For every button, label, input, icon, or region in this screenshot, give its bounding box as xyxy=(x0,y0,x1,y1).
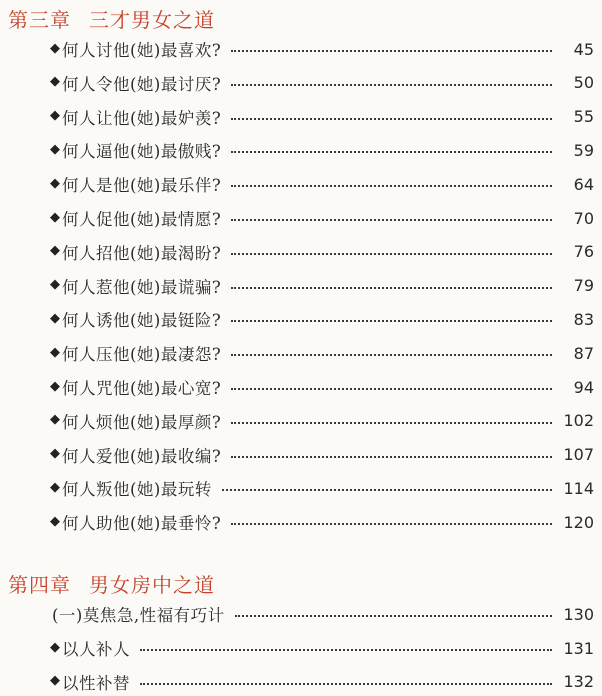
dot-leader xyxy=(231,287,552,289)
dot-leader xyxy=(231,84,552,86)
toc-entry-row[interactable] xyxy=(50,238,594,266)
toc-entry-row[interactable] xyxy=(50,508,594,536)
toc-entry-row[interactable] xyxy=(50,35,594,63)
diamond-bullet-icon: ◆ xyxy=(50,412,60,428)
toc-entry-row[interactable] xyxy=(50,69,594,97)
page-number: 107 xyxy=(563,445,594,465)
diamond-bullet-icon: ◆ xyxy=(50,108,60,124)
entry-title: 何人促他(她)最情愿? xyxy=(62,210,222,229)
diamond-bullet-icon: ◆ xyxy=(50,513,60,529)
diamond-bullet-icon: ◆ xyxy=(50,209,60,225)
diamond-bullet-icon: ◆ xyxy=(50,40,60,56)
toc-entry-row[interactable] xyxy=(50,272,594,300)
entry-title: 何人招他(她)最渴盼? xyxy=(62,243,222,263)
dot-leader xyxy=(231,354,552,356)
entry-title: 以性补替 xyxy=(62,673,130,693)
page-number: 132 xyxy=(563,672,594,692)
page-number: 120 xyxy=(563,512,594,532)
entry-title: 何人逼他(她)最傲贱? xyxy=(62,142,222,162)
toc-entry-row[interactable] xyxy=(50,305,594,333)
entry-title: 何人让他(她)最妒羡? xyxy=(62,108,222,128)
dot-leader xyxy=(231,456,552,458)
dot-leader xyxy=(231,185,552,187)
entry-title: 何人叛他(她)最玩转 xyxy=(62,480,212,500)
diamond-bullet-icon: ◆ xyxy=(50,141,60,157)
diamond-bullet-icon: ◆ xyxy=(50,378,60,394)
chapter-4-heading xyxy=(8,569,215,598)
toc-entry-row[interactable] xyxy=(50,170,594,198)
entry-title: 何人令他(她)最讨厌? xyxy=(62,74,222,94)
diamond-bullet-icon: ◆ xyxy=(50,277,60,293)
diamond-bullet-icon: ◆ xyxy=(50,74,60,90)
toc-entry-row[interactable] xyxy=(50,634,594,662)
diamond-bullet-icon: ◆ xyxy=(50,344,60,360)
entry-title: 以人补人 xyxy=(62,640,130,659)
page-number: 45 xyxy=(573,39,594,59)
page-number: 83 xyxy=(573,309,594,329)
entry-title: 何人诱他(她)最铤险? xyxy=(62,311,222,331)
entry-title: 何人咒他(她)最心宽? xyxy=(62,379,222,398)
dot-leader xyxy=(231,219,552,221)
entry-title: 何人烦他(她)最厚颜? xyxy=(62,412,222,432)
dot-leader xyxy=(231,50,552,52)
section-title: (一)莫焦急,性福有巧计 xyxy=(52,606,225,625)
toc-entry-row[interactable] xyxy=(50,339,594,367)
diamond-bullet-icon: ◆ xyxy=(50,446,60,462)
toc-entry-row[interactable] xyxy=(50,136,594,164)
page-number: 94 xyxy=(573,377,594,397)
diamond-bullet-icon: ◆ xyxy=(50,175,60,191)
chapter-3-heading xyxy=(8,4,215,33)
page-number: 114 xyxy=(563,478,594,498)
page-number: 79 xyxy=(573,276,594,296)
dot-leader xyxy=(235,615,552,617)
chapter-4-number: 第四章 xyxy=(8,573,71,597)
entry-title: 何人是他(她)最乐伴? xyxy=(62,176,222,196)
dot-leader xyxy=(231,118,552,120)
dot-leader xyxy=(231,320,552,322)
entry-title: 何人爱他(她)最收编? xyxy=(62,446,222,466)
chapter-3-title: 三才男女之道 xyxy=(89,8,215,32)
entry-title: 何人压他(她)最凄怨? xyxy=(62,345,222,365)
toc-entry-row[interactable] xyxy=(50,407,594,435)
page-number: 59 xyxy=(573,140,594,160)
page-number: 70 xyxy=(573,208,594,228)
diamond-bullet-icon: ◆ xyxy=(50,479,60,495)
dot-leader xyxy=(140,683,552,685)
entry-title: 何人惹他(她)最谎骗? xyxy=(62,277,222,297)
page-number: 76 xyxy=(573,242,594,262)
diamond-bullet-icon: ◆ xyxy=(50,673,60,689)
page-number: 64 xyxy=(573,174,594,194)
dot-leader xyxy=(231,253,552,255)
entry-title: 何人助他(她)最垂怜? xyxy=(62,514,222,534)
diamond-bullet-icon: ◆ xyxy=(50,310,60,326)
chapter-4-title: 男女房中之道 xyxy=(89,573,215,597)
toc-entry-row[interactable] xyxy=(50,668,594,696)
dot-leader xyxy=(231,422,552,424)
toc-entry-row[interactable] xyxy=(50,103,594,131)
dot-leader xyxy=(231,388,552,390)
toc-entry-row[interactable] xyxy=(50,373,594,401)
chapter-4-section-row[interactable] xyxy=(52,600,594,628)
toc-entry-row[interactable] xyxy=(50,441,594,469)
dot-leader xyxy=(231,523,552,525)
page-number: 130 xyxy=(563,604,594,624)
dot-leader xyxy=(231,151,552,153)
page-number: 87 xyxy=(573,343,594,363)
entry-title: 何人讨他(她)最喜欢? xyxy=(62,41,222,60)
page-number: 55 xyxy=(573,107,594,127)
page-number: 131 xyxy=(563,638,594,658)
toc-entry-row[interactable] xyxy=(50,204,594,232)
page-number: 50 xyxy=(573,73,594,93)
diamond-bullet-icon: ◆ xyxy=(50,243,60,259)
diamond-bullet-icon: ◆ xyxy=(50,639,60,655)
toc-entry-row[interactable] xyxy=(50,474,594,502)
dot-leader xyxy=(140,649,552,651)
dot-leader xyxy=(222,489,552,491)
page-number: 102 xyxy=(563,411,594,431)
chapter-3-number: 第三章 xyxy=(8,8,71,32)
